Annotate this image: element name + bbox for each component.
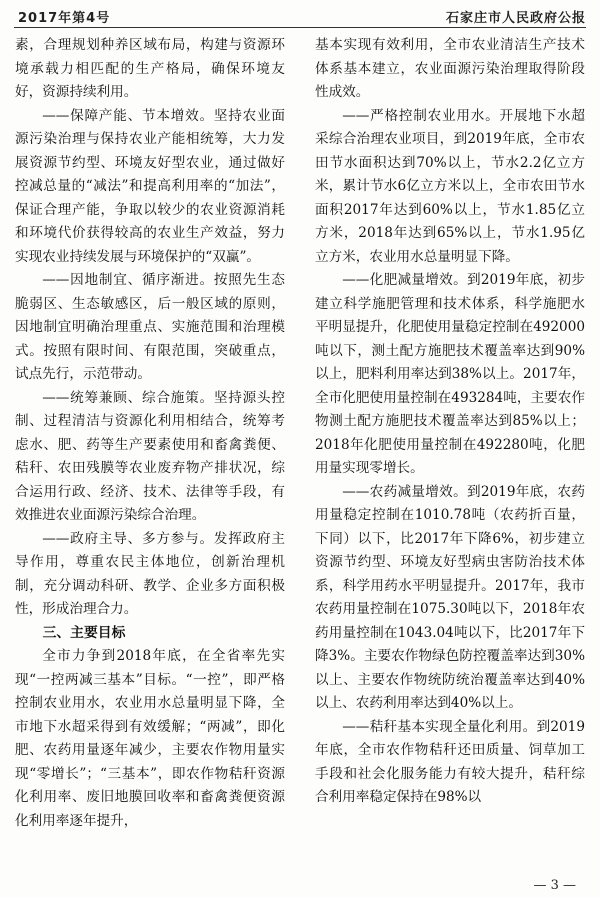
paragraph: ——保障产能、节本增效。坚持农业面源污染治理与保持农业产能相统筹，大力发展资源节约型、环境友好型农业，通过做好控减总量的“减法”和提高利用率的“加法”，保证合理产能，争取以较少的农业资源消耗和环境代价获得较高的农业生产效益，努力实现农业持续发展与环境保护的“双赢”。 <box>15 107 285 265</box>
header-rule <box>14 27 586 28</box>
paragraph: 基本实现有效利用，全市农业清洁生产技术体系基本建立，农业面源污染治理取得阶段性成效。 <box>315 37 585 100</box>
page-number: — 3 — <box>533 878 576 893</box>
paragraph: ——化肥减量增效。到2019年底，初步建立科学施肥管理和技术体系，科学施肥水平明显提升，化肥使用量稳定控制在492000吨以下，测土配方施肥技术覆盖率达到90%以上，肥料利用率达到38%以上。2017年，全市化肥使用量控制在493284吨，主要农作物测土配方施肥技术覆盖率达到85%以上；2018年化肥使用量控制在492280吨，化肥用量实现零增长。 <box>315 272 585 476</box>
paragraph: 全市力争到2018年底，在全省率先实现“一控两减三基本”目标。“一控”，即严格控制农业用水，农业用水总量明显下降，全市地下水超采得到有效缓解；“两减”，即化肥、农药用量逐年减少，主要农作物用量实现“零增长”；“三基本”，即农作物秸秆资源化利用率、废旧地膜回收率和畜禽粪便资源化利用率逐年提升， <box>15 648 285 829</box>
paragraph: ——政府主导、多方参与。发挥政府主导作用，尊重农民主体地位，创新治理机制，充分调动科研、教学、企业多方面积极性，形成治理合力。 <box>15 530 285 617</box>
paragraph: ——因地制宜、循序渐进。按照先生态脆弱区、生态敏感区，后一般区域的原则，因地制宜明确治理重点、实施范围和治理模式。按照有限时间、有限范围，突破重点，试点先行，示范带动。 <box>15 272 285 382</box>
publication-title: 石家庄市人民政府公报 <box>445 11 586 26</box>
paragraph: ——秸秆基本实现全量化利用。到2019年底，全市农作物秸秆还田质量、饲草加工手段和社会化服务能力有较大提升，秸秆综合利用率稳定保持在98%以 <box>315 718 585 805</box>
page-header <box>18 4 586 26</box>
section-heading: 三、主要目标 <box>42 624 126 641</box>
paragraph: 素，合理规划种养区域布局，构建与资源环境承载力相匹配的生产格局，确保环境友好，资源持续利用。 <box>15 37 285 100</box>
paragraph: ——统筹兼顾、综合施策。坚持源头控制、过程清洁与资源化利用相结合，统筹考虑水、肥、药等生产要素使用和畜禽粪便、秸秆、农田残膜等农业废弃物产排状况，综合运用行政、经济、技术、法律等手段，有效推进农业面源污染综合治理。 <box>15 389 285 523</box>
right-column <box>315 34 585 810</box>
issue-label: 2017年第4号 <box>18 11 111 26</box>
paragraph: ——严格控制农业用水。开展地下水超采综合治理农业项目，到2019年底，全市农田节水面积达到70%以上，节水2.2亿立方米，累计节水6亿立方米以上，全市农田节水面积2017年达到60%以上，节水1.85亿立方米，2018年达到65%以上，节水1.95亿立方米，农业用水总量明显下降。 <box>315 107 585 265</box>
left-column <box>15 34 285 833</box>
paragraph: ——农药减量增效。到2019年底，农药用量稳定控制在1010.78吨（农药折百量，下同）以下，比2017年下降6%，初步建立资源节约型、环境友好型病虫害防治技术体系，科学用药水平明显提升。2017年，我市农药用量控制在1075.30吨以下，2018年农药用量控制在1043.04吨以下，比2017年下降3%。主要农作物绿色防控覆盖率达到30%以上、主要农作物统防统治覆盖率达到40%以上、农药利用率达到40%以上。 <box>315 483 585 711</box>
